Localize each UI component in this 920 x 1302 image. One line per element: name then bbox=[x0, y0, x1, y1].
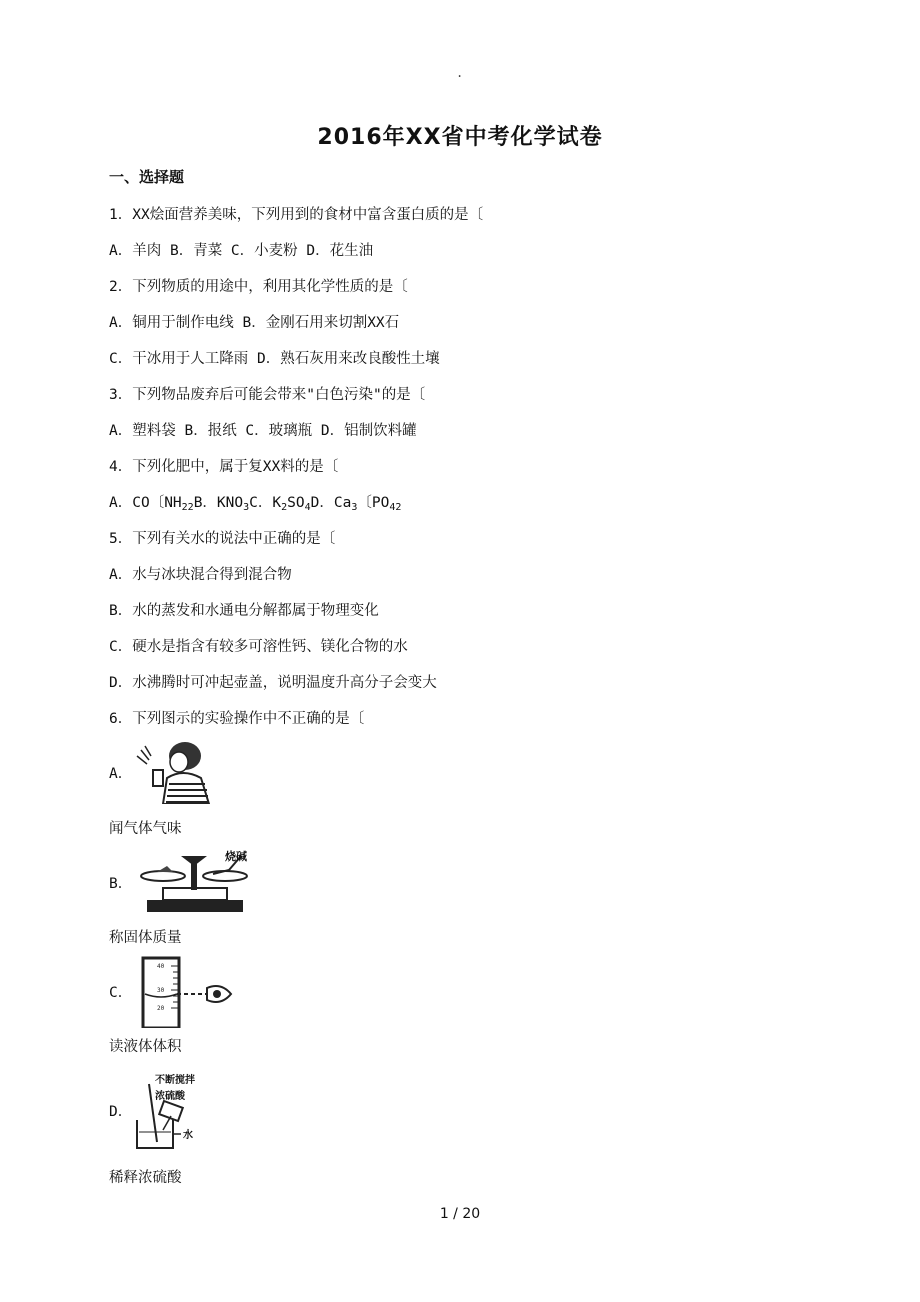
q4-c-sub1: 2 bbox=[281, 502, 288, 513]
q4-option-d: D．Ca bbox=[310, 495, 352, 511]
q6-option-d-label: D． bbox=[109, 1104, 133, 1120]
question-2-options-ab: A．铜用于制作电线 B．金刚石用来切割XX石 bbox=[109, 315, 400, 331]
header-mark: . bbox=[456, 66, 464, 80]
q4-b-sub: 3 bbox=[243, 502, 250, 513]
q4-d-sub2: 42 bbox=[389, 502, 402, 513]
question-5-option-b: B．水的蒸发和水通电分解都属于物理变化 bbox=[109, 603, 379, 619]
q4-d-sub1: 3 bbox=[351, 502, 358, 513]
section-heading: 一、选择题 bbox=[109, 168, 185, 186]
q4-c-sub2: 4 bbox=[304, 502, 311, 513]
balance-illustration bbox=[133, 848, 257, 918]
question-1: 1．XX烩面营养美味，下列用到的食材中富含蛋白质的是〔 bbox=[109, 207, 484, 223]
q4-option-b: B．KNO bbox=[193, 495, 244, 511]
question-2: 2．下列物质的用途中，利用其化学性质的是〔 bbox=[109, 279, 408, 295]
q6-option-b-caption: 称固体质量 bbox=[109, 930, 182, 946]
question-2-options-cd: C．干冰用于人工降雨 D．熟石灰用来改良酸性土壤 bbox=[109, 351, 440, 367]
q6-option-a-caption: 闻气体气味 bbox=[109, 821, 182, 837]
graduated-cylinder-illustration bbox=[133, 956, 237, 1028]
page-number: 1 / 20 bbox=[439, 1206, 481, 1222]
question-5-option-c: C．硬水是指含有较多可溶性钙、镁化合物的水 bbox=[109, 639, 408, 655]
q4-c-mid: SO bbox=[287, 495, 305, 511]
dilute-acid-illustration bbox=[133, 1072, 213, 1152]
question-5-option-a: A．水与冰块混合得到混合物 bbox=[109, 567, 292, 583]
q4-option-c: C．K bbox=[249, 495, 282, 511]
q6-option-a-label: A． bbox=[109, 766, 133, 782]
smell-gas-illustration bbox=[133, 738, 213, 804]
question-1-options: A．羊肉 B．青菜 C．小麦粉 D．花生油 bbox=[109, 243, 374, 259]
question-6: 6．下列图示的实验操作中不正确的是〔 bbox=[109, 711, 365, 727]
page-title: 2016年XX省中考化学试卷 bbox=[317, 125, 603, 150]
acid-label: 浓硫酸 bbox=[155, 1091, 185, 1102]
q6-option-c-label: C． bbox=[109, 985, 133, 1001]
q4-option-a: A．CO〔NH bbox=[109, 495, 182, 511]
water-label: 水 bbox=[183, 1130, 193, 1141]
q6-option-b-label: B． bbox=[109, 876, 133, 892]
q6-option-c-caption: 读液体体积 bbox=[109, 1039, 182, 1055]
q4-d-mid: 〔PO bbox=[357, 495, 390, 511]
balance-label-text: 烧碱 bbox=[225, 850, 247, 863]
question-4: 4．下列化肥中，属于复XX料的是〔 bbox=[109, 459, 339, 475]
tick-20: 20 bbox=[157, 1005, 165, 1012]
question-4-options bbox=[109, 491, 401, 513]
question-5-option-d: D．水沸腾时可冲起壶盖，说明温度升高分子会变大 bbox=[109, 675, 437, 691]
q6-option-d-caption: 稀释浓硫酸 bbox=[109, 1170, 182, 1186]
stir-label: 不断搅拌 bbox=[155, 1075, 195, 1086]
tick-30: 30 bbox=[157, 987, 165, 994]
question-3-options: A．塑料袋 B．报纸 C．玻璃瓶 D．铝制饮料罐 bbox=[109, 423, 417, 439]
question-5: 5．下列有关水的说法中正确的是〔 bbox=[109, 531, 336, 547]
tick-40: 40 bbox=[157, 963, 165, 970]
q4-a-sub: 22 bbox=[181, 502, 194, 513]
question-3: 3．下列物品废弃后可能会带来"白色污染"的是〔 bbox=[109, 387, 426, 403]
